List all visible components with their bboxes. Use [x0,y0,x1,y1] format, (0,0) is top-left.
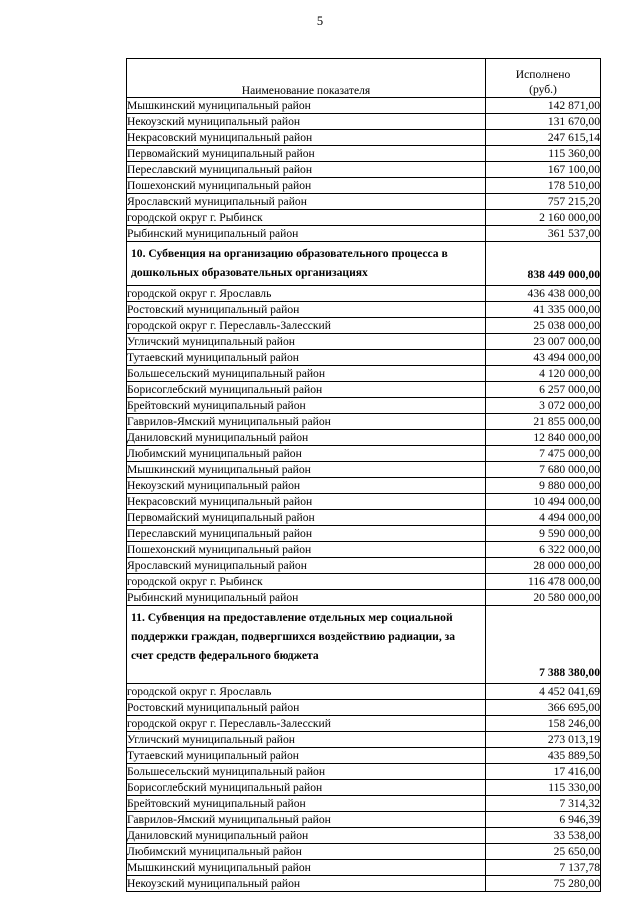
table-row [127,398,601,414]
table-row [127,414,601,430]
indicator-name-cell: Гаврилов-Ямский муниципальный район [127,812,486,828]
indicator-name-cell: Борисоглебский муниципальный район [127,382,486,398]
table-row [127,748,601,764]
indicator-name-cell: Гаврилов-Ямский муниципальный район [127,414,486,430]
table-row [127,226,601,242]
indicator-name-cell: Брейтовский муниципальный район [127,796,486,812]
indicator-value-cell: 435 889,50 [486,748,601,764]
indicator-value-cell: 6 946,39 [486,812,601,828]
column-header-value [486,59,601,98]
section-title-cell: 11. Субвенция на предоставление отдельных мер социальной поддержки граждан, подвергшихся воздействию радиации, за счет средств федерального бюджета [127,606,486,684]
table-row [127,334,601,350]
indicator-name-cell: городской округ г. Рыбинск [127,210,486,226]
table-row [127,130,601,146]
indicator-name-cell: Даниловский муниципальный район [127,828,486,844]
indicator-name-cell: Мышкинский муниципальный район [127,98,486,114]
indicator-value-cell: 4 120 000,00 [486,366,601,382]
table-body [127,98,601,892]
indicator-name-cell: Угличский муниципальный район [127,334,486,350]
table-row [127,684,601,700]
indicator-value-cell: 7 314,32 [486,796,601,812]
indicator-value-cell: 23 007 000,00 [486,334,601,350]
table-row [127,302,601,318]
indicator-value-cell: 17 416,00 [486,764,601,780]
indicator-value-cell: 3 072 000,00 [486,398,601,414]
table-row [127,194,601,210]
indicator-value-cell: 6 322 000,00 [486,542,601,558]
table-row [127,114,601,130]
indicator-name-cell: Любимский муниципальный район [127,446,486,462]
indicator-value-cell: 25 650,00 [486,844,601,860]
table-row [127,828,601,844]
indicator-name-cell: Даниловский муниципальный район [127,430,486,446]
table-row [127,178,601,194]
indicator-value-cell: 6 257 000,00 [486,382,601,398]
table-row [127,510,601,526]
indicator-value-cell: 12 840 000,00 [486,430,601,446]
indicator-name-cell: Переславский муниципальный район [127,526,486,542]
table-row [127,350,601,366]
table-row [127,478,601,494]
indicator-name-cell: Большесельский муниципальный район [127,366,486,382]
indicator-name-cell: Первомайский муниципальный район [127,510,486,526]
indicator-value-cell: 158 246,00 [486,716,601,732]
table-section-row [127,606,601,684]
indicator-value-cell: 9 880 000,00 [486,478,601,494]
indicator-name-cell: городской округ г. Переславль-Залесский [127,716,486,732]
table-row [127,318,601,334]
indicator-value-cell: 436 438 000,00 [486,286,601,302]
table-row [127,162,601,178]
column-header-name: Наименование показателя [127,59,486,98]
indicator-value-cell: 7 680 000,00 [486,462,601,478]
indicator-name-cell: Первомайский муниципальный район [127,146,486,162]
table-row [127,764,601,780]
table-row [127,590,601,606]
indicator-value-cell: 2 160 000,00 [486,210,601,226]
indicator-value-cell: 25 038 000,00 [486,318,601,334]
table-row [127,542,601,558]
indicator-value-cell: 20 580 000,00 [486,590,601,606]
indicator-name-cell: Ростовский муниципальный район [127,302,486,318]
table-row [127,780,601,796]
indicator-name-cell: Некоузский муниципальный район [127,876,486,892]
indicator-value-cell: 10 494 000,00 [486,494,601,510]
indicator-name-cell: Переславский муниципальный район [127,162,486,178]
indicator-value-cell: 361 537,00 [486,226,601,242]
table-row [127,796,601,812]
indicator-name-cell: Мышкинский муниципальный район [127,860,486,876]
table-row [127,98,601,114]
indicator-value-cell: 28 000 000,00 [486,558,601,574]
indicator-name-cell: Мышкинский муниципальный район [127,462,486,478]
indicator-name-cell: Тутаевский муниципальный район [127,748,486,764]
indicator-name-cell: Некрасовский муниципальный район [127,494,486,510]
indicator-value-cell: 116 478 000,00 [486,574,601,590]
indicator-value-cell: 167 100,00 [486,162,601,178]
indicator-name-cell: Некоузский муниципальный район [127,478,486,494]
table-row [127,844,601,860]
indicator-value-cell: 178 510,00 [486,178,601,194]
table-header-row [127,59,601,98]
table-row [127,462,601,478]
indicator-name-cell: Рыбинский муниципальный район [127,590,486,606]
indicator-name-cell: Пошехонский муниципальный район [127,542,486,558]
indicator-value-cell: 4 452 041,69 [486,684,601,700]
indicator-value-cell: 131 670,00 [486,114,601,130]
indicator-name-cell: Пошехонский муниципальный район [127,178,486,194]
indicator-name-cell: Угличский муниципальный район [127,732,486,748]
table-row [127,446,601,462]
table-row [127,876,601,892]
indicator-value-cell: 273 013,19 [486,732,601,748]
indicator-name-cell: Ярославский муниципальный район [127,194,486,210]
table-row [127,574,601,590]
table-row [127,700,601,716]
indicator-value-cell: 33 538,00 [486,828,601,844]
indicator-name-cell: Ярославский муниципальный район [127,558,486,574]
table-row [127,812,601,828]
indicator-value-cell: 7 137,78 [486,860,601,876]
column-header-value-line2: (руб.) [529,83,557,96]
budget-table-container [126,58,600,892]
table-row [127,526,601,542]
table-header [127,59,601,98]
indicator-name-cell: Тутаевский муниципальный район [127,350,486,366]
indicator-name-cell: Большесельский муниципальный район [127,764,486,780]
table-section-row [127,242,601,286]
table-row [127,860,601,876]
indicator-name-cell: Любимский муниципальный район [127,844,486,860]
indicator-name-cell: Брейтовский муниципальный район [127,398,486,414]
indicator-value-cell: 142 871,00 [486,98,601,114]
indicator-value-cell: 75 280,00 [486,876,601,892]
section-title-cell: 10. Субвенция на организацию образовательного процесса в дошкольных образовательных организациях [127,242,486,286]
table-row [127,558,601,574]
indicator-name-cell: Некоузский муниципальный район [127,114,486,130]
indicator-name-cell: городской округ г. Ярославль [127,286,486,302]
table-row [127,146,601,162]
budget-table [126,58,601,892]
table-row [127,286,601,302]
table-row [127,732,601,748]
section-total-cell: 838 449 000,00 [486,242,601,286]
indicator-value-cell: 21 855 000,00 [486,414,601,430]
indicator-value-cell: 4 494 000,00 [486,510,601,526]
indicator-name-cell: Рыбинский муниципальный район [127,226,486,242]
indicator-value-cell: 9 590 000,00 [486,526,601,542]
indicator-name-cell: Некрасовский муниципальный район [127,130,486,146]
table-row [127,430,601,446]
indicator-value-cell: 115 360,00 [486,146,601,162]
indicator-value-cell: 366 695,00 [486,700,601,716]
indicator-name-cell: Ростовский муниципальный район [127,700,486,716]
indicator-value-cell: 7 475 000,00 [486,446,601,462]
indicator-name-cell: городской округ г. Переславль-Залесский [127,318,486,334]
indicator-value-cell: 247 615,14 [486,130,601,146]
table-row [127,210,601,226]
indicator-value-cell: 41 335 000,00 [486,302,601,318]
indicator-name-cell: Борисоглебский муниципальный район [127,780,486,796]
table-row [127,716,601,732]
table-row [127,494,601,510]
indicator-value-cell: 757 215,20 [486,194,601,210]
indicator-value-cell: 115 330,00 [486,780,601,796]
section-total-cell: 7 388 380,00 [486,606,601,684]
indicator-name-cell: городской округ г. Ярославль [127,684,486,700]
indicator-name-cell: городской округ г. Рыбинск [127,574,486,590]
page-number: 5 [316,14,324,28]
indicator-value-cell: 43 494 000,00 [486,350,601,366]
table-row [127,382,601,398]
column-header-value-line1: Исполнено [515,68,571,81]
table-row [127,366,601,382]
